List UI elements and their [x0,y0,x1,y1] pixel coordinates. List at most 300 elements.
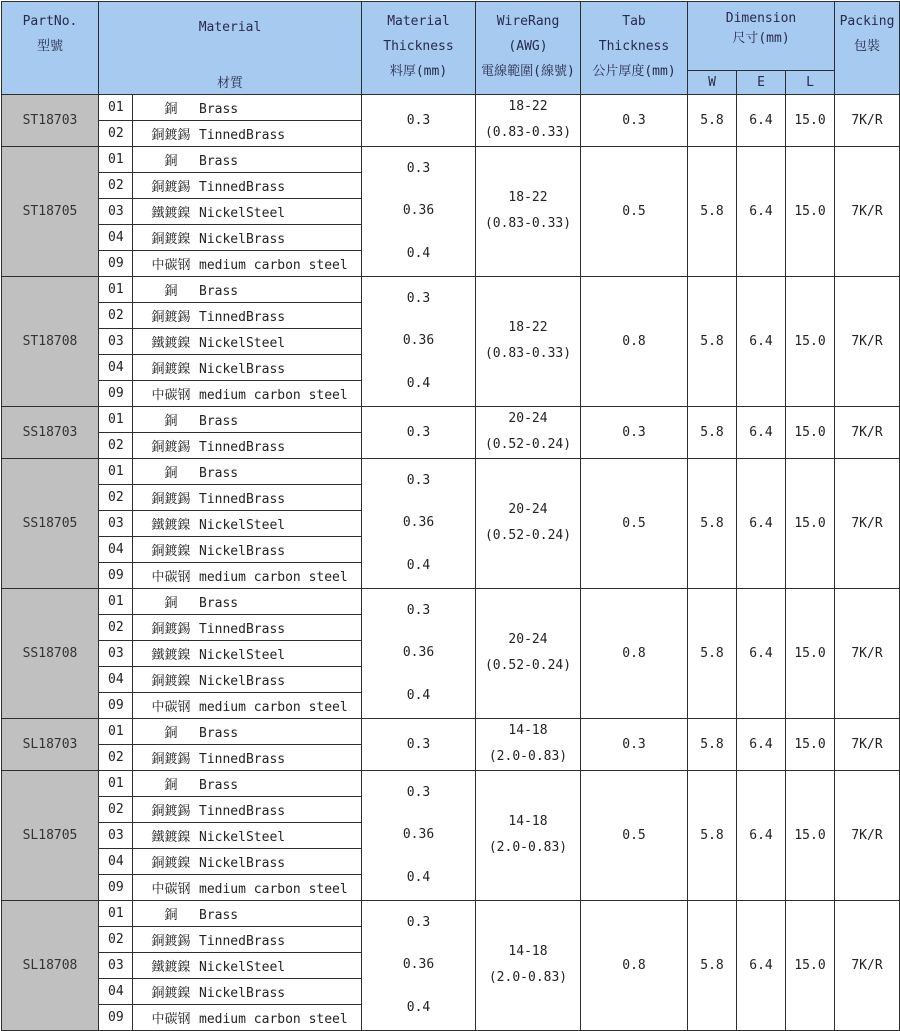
header-dim-e: E [737,70,786,94]
material-name-zh: 銅 [164,777,178,793]
material-name-en: TinnedBrass [199,491,286,507]
part-number-cell: ST18708 [2,276,99,406]
dimension-e-cell: 6.4 [737,718,786,770]
header-packing-en: Packing [839,14,895,29]
material-name [133,874,362,900]
wire-range-stack [476,614,580,692]
material-thickness-cell [362,94,476,146]
wire-range-stack [476,95,580,145]
wire-range-cell [476,900,581,1030]
table-row [2,588,900,614]
material-code: 03 [99,640,133,666]
table-row [2,900,900,926]
material-code: 04 [99,536,133,562]
material-name-en: NickelSteel [199,205,286,221]
material-name-en: TinnedBrass [199,803,286,819]
thickness-stack [362,459,475,587]
material-code: 02 [99,172,133,198]
packing-cell: 7K/R [835,588,900,718]
dimension-w-cell: 5.8 [688,900,737,1030]
thickness-value: 0.36 [402,957,435,973]
material-code: 09 [99,562,133,588]
header-tab-thickness [581,2,688,95]
packing-cell: 7K/R [835,900,900,1030]
material-code: 02 [99,302,133,328]
material-name-en: TinnedBrass [199,621,286,637]
material-code: 02 [99,120,133,146]
thickness-value: 0.36 [402,645,435,661]
dimension-l-cell: 15.0 [786,276,835,406]
material-name [133,224,362,250]
material-code: 02 [99,796,133,822]
material-name-en: Brass [199,283,239,299]
thickness-value: 0.3 [406,160,431,176]
material-name [133,302,362,328]
material-name-zh: 銅鍍錫 [151,309,191,325]
dimension-w-cell: 5.8 [688,718,737,770]
wire-range-cell [476,588,581,718]
thickness-value: 0.4 [406,246,431,262]
material-name-en: NickelBrass [199,361,286,377]
material-code: 02 [99,432,133,458]
material-name-zh: 銅 [164,283,178,299]
packing-cell: 7K/R [835,406,900,458]
material-name-zh: 鐵鍍鎳 [151,829,191,845]
dimension-w-cell: 5.8 [688,406,737,458]
material-thickness-cell [362,718,476,770]
material-code: 01 [99,94,133,120]
material-name [133,978,362,1004]
material-name-en: Brass [199,153,239,169]
material-name-en: medium carbon steel [199,1011,348,1027]
thickness-value: 0.3 [406,736,431,752]
header-part [2,2,99,95]
material-name-zh: 鐵鍍鎳 [151,959,191,975]
material-thickness-cell [362,458,476,588]
dimension-e-cell: 6.4 [737,770,786,900]
material-name-zh: 銅 [164,153,178,169]
thickness-value: 0.36 [402,515,435,531]
material-name-zh: 銅鍍錫 [151,439,191,455]
wire-range-stack [476,172,580,250]
dimension-l-cell: 15.0 [786,588,835,718]
wire-range-stack [476,719,580,769]
tab-thickness-cell: 0.3 [581,94,688,146]
material-code: 04 [99,354,133,380]
material-name-zh: 銅鍍錫 [151,621,191,637]
wire-range-cell [476,276,581,406]
material-code: 09 [99,1004,133,1030]
thickness-value: 0.3 [406,602,431,618]
wire-range-value: (0.52-0.24) [484,528,572,543]
material-name-en: NickelSteel [199,829,286,845]
header-thickness-line2: Thickness [383,39,454,54]
material-thickness-cell [362,276,476,406]
wire-range-value: 20-24 [508,502,548,517]
table-row [2,276,900,302]
material-name [133,848,362,874]
dimension-l-cell: 15.0 [786,146,835,276]
material-code: 03 [99,952,133,978]
thickness-value: 0.3 [406,472,431,488]
header-dim-w: W [688,70,737,94]
material-name [133,692,362,718]
tab-thickness-cell: 0.3 [581,718,688,770]
material-name-zh: 中碳钢 [151,569,191,585]
material-code: 01 [99,406,133,432]
material-name [133,328,362,354]
header-packing-zh: 包裝 [854,39,881,54]
dimension-e-cell: 6.4 [737,406,786,458]
thickness-value: 0.36 [402,827,435,843]
wire-range-stack [476,796,580,874]
wire-range-cell [476,458,581,588]
material-name [133,926,362,952]
material-thickness-cell [362,770,476,900]
material-code: 03 [99,198,133,224]
material-name-en: TinnedBrass [199,439,286,455]
material-thickness-cell [362,406,476,458]
table-row [2,770,900,796]
material-name-zh: 銅鍍鎳 [151,231,191,247]
wire-range-stack [476,484,580,562]
thickness-stack [362,407,475,457]
material-name-zh: 銅鍍錫 [151,179,191,195]
wire-range-stack [476,302,580,380]
thickness-stack [362,95,475,145]
material-name-en: TinnedBrass [199,751,286,767]
material-name-zh: 銅 [164,907,178,923]
material-name-en: NickelBrass [199,231,286,247]
material-name-zh: 銅鍍鎳 [151,361,191,377]
table-row [2,94,900,120]
thickness-value: 0.4 [406,558,431,574]
thickness-stack [362,719,475,769]
material-name-zh: 銅 [164,101,178,117]
material-name-zh: 中碳钢 [151,257,191,273]
material-thickness-cell [362,588,476,718]
material-name-en: TinnedBrass [199,309,286,325]
material-name [133,744,362,770]
wire-range-cell [476,146,581,276]
header-wire-line1: WireRang [496,14,560,29]
tab-thickness-cell: 0.8 [581,588,688,718]
wire-range-value: 18-22 [508,190,548,205]
material-code: 03 [99,328,133,354]
thickness-value: 0.3 [406,112,431,128]
header-packing [835,2,900,95]
material-name-en: NickelBrass [199,543,286,559]
dimension-l-cell: 15.0 [786,94,835,146]
tab-thickness-cell: 0.5 [581,458,688,588]
header-material-en: Material [99,2,362,71]
dimension-l-cell: 15.0 [786,770,835,900]
material-name-zh: 銅 [164,595,178,611]
material-name [133,770,362,796]
material-name-zh: 鐵鍍鎳 [151,205,191,221]
packing-cell: 7K/R [835,146,900,276]
header-tab-line2: Thickness [598,39,670,54]
packing-cell: 7K/R [835,458,900,588]
material-code: 09 [99,874,133,900]
material-name-en: TinnedBrass [199,179,286,195]
wire-range-value: (2.0-0.83) [488,749,568,764]
dimension-w-cell: 5.8 [688,94,737,146]
material-name-zh: 銅鍍鎳 [151,855,191,871]
part-number-cell: SL18708 [2,900,99,1030]
wire-range-value: 14-18 [508,814,548,829]
material-code: 01 [99,770,133,796]
material-name-zh: 銅鍍錫 [151,751,191,767]
material-name-en: Brass [199,595,239,611]
wire-range-value: (0.83-0.33) [484,125,572,140]
material-name [133,666,362,692]
material-name-en: NickelBrass [199,673,286,689]
material-name [133,146,362,172]
material-code: 02 [99,744,133,770]
thickness-stack [362,277,475,405]
material-name-en: NickelSteel [199,517,286,533]
dimension-w-cell: 5.8 [688,276,737,406]
dimension-e-cell: 6.4 [737,900,786,1030]
material-name-en: Brass [199,465,239,481]
material-name-en: Brass [199,777,239,793]
material-name [133,900,362,926]
packing-cell: 7K/R [835,276,900,406]
material-name-en: medium carbon steel [199,881,348,897]
part-number-cell: SL18705 [2,770,99,900]
material-name [133,822,362,848]
part-number-cell: SS18705 [2,458,99,588]
material-name-zh: 銅 [164,413,178,429]
material-name-en: Brass [199,413,239,429]
material-code: 02 [99,926,133,952]
material-name [133,250,362,276]
wire-range-cell [476,94,581,146]
material-code: 09 [99,692,133,718]
thickness-value: 0.3 [406,914,431,930]
material-name [133,94,362,120]
material-name-zh: 鐵鍍鎳 [151,335,191,351]
material-name-en: NickelSteel [199,335,286,351]
material-name [133,354,362,380]
material-name-zh: 銅鍍錫 [151,491,191,507]
part-number-cell: SS18708 [2,588,99,718]
material-name [133,484,362,510]
header-dimension-line2: 尺寸(mm) [732,31,790,46]
wire-range-cell [476,718,581,770]
thickness-value: 0.3 [406,784,431,800]
table-row [2,406,900,432]
header-tab-line1: Tab [622,14,646,29]
thickness-value: 0.36 [402,333,435,349]
material-name [133,796,362,822]
material-name-zh: 鐵鍍鎳 [151,517,191,533]
wire-range-value: (0.83-0.33) [484,216,572,231]
material-code: 01 [99,900,133,926]
tab-thickness-cell: 0.5 [581,770,688,900]
material-name [133,718,362,744]
material-name-en: NickelSteel [199,647,286,663]
tab-thickness-cell: 0.8 [581,900,688,1030]
material-name-zh: 中碳钢 [151,387,191,403]
material-name [133,588,362,614]
material-code: 01 [99,146,133,172]
packing-cell: 7K/R [835,94,900,146]
material-name [133,406,362,432]
header-thickness-line3: 料厚(mm) [389,64,448,79]
dimension-w-cell: 5.8 [688,588,737,718]
header-part-zh: 型號 [36,39,63,54]
wire-range-cell [476,406,581,458]
material-name [133,380,362,406]
thickness-stack [362,771,475,899]
material-code: 01 [99,718,133,744]
header-tab-line3: 公片厚度(mm) [592,64,676,79]
material-code: 04 [99,848,133,874]
thickness-value: 0.3 [406,424,431,440]
material-name-en: Brass [199,725,239,741]
wire-range-value: 14-18 [508,723,548,738]
thickness-value: 0.4 [406,688,431,704]
material-name-zh: 鐵鍍鎳 [151,647,191,663]
spec-body [2,94,900,1030]
header-thickness-line1: Material [387,14,450,29]
material-code: 04 [99,978,133,1004]
material-name [133,536,362,562]
tab-thickness-cell: 0.8 [581,276,688,406]
dimension-l-cell: 15.0 [786,718,835,770]
material-name-en: medium carbon steel [199,569,348,585]
material-code: 01 [99,276,133,302]
dimension-w-cell: 5.8 [688,770,737,900]
material-code: 02 [99,484,133,510]
header-part-en: PartNo. [22,14,78,29]
material-code: 03 [99,510,133,536]
wire-range-stack [476,926,580,1004]
material-name [133,614,362,640]
material-code: 02 [99,614,133,640]
table-row [2,458,900,484]
material-name-zh: 銅鍍錫 [151,933,191,949]
material-code: 04 [99,666,133,692]
header-wire-line2: (AWG) [508,39,548,54]
part-number-cell: ST18703 [2,94,99,146]
dimension-e-cell: 6.4 [737,146,786,276]
material-code: 03 [99,822,133,848]
part-number-cell: SL18703 [2,718,99,770]
dimension-l-cell: 15.0 [786,406,835,458]
material-thickness-cell [362,900,476,1030]
header-dim-l: L [786,70,835,94]
thickness-value: 0.36 [402,203,435,219]
table-row [2,146,900,172]
dimension-w-cell: 5.8 [688,146,737,276]
material-name-en: medium carbon steel [199,699,348,715]
material-name [133,952,362,978]
thickness-value: 0.4 [406,870,431,886]
material-name-zh: 中碳钢 [151,881,191,897]
header-thickness [362,2,476,95]
spec-table [1,1,900,1031]
tab-thickness-cell: 0.3 [581,406,688,458]
material-name-zh: 銅鍍錫 [151,803,191,819]
header-dimension-line1: Dimension [725,11,797,26]
material-name [133,432,362,458]
material-name [133,510,362,536]
material-code: 09 [99,380,133,406]
material-name-zh: 銅鍍錫 [151,127,191,143]
header-wire-range [476,2,581,95]
material-name-en: NickelSteel [199,959,286,975]
material-name [133,562,362,588]
wire-range-value: (0.52-0.24) [484,658,572,673]
material-code: 01 [99,458,133,484]
material-name-zh: 中碳钢 [151,1011,191,1027]
header-material-zh: 材質 [99,70,362,94]
wire-range-value: (2.0-0.83) [488,970,568,985]
header-dimension [688,2,835,71]
wire-range-value: (0.52-0.24) [484,437,572,452]
material-name-en: NickelBrass [199,855,286,871]
packing-cell: 7K/R [835,770,900,900]
part-number-cell: ST18705 [2,146,99,276]
wire-range-value: (2.0-0.83) [488,840,568,855]
thickness-stack [362,901,475,1029]
material-name-en: TinnedBrass [199,933,286,949]
packing-cell: 7K/R [835,718,900,770]
material-code: 01 [99,588,133,614]
wire-range-value: 14-18 [508,944,548,959]
thickness-value: 0.4 [406,376,431,392]
wire-range-value: 20-24 [508,632,548,647]
material-code: 04 [99,224,133,250]
material-name-zh: 中碳钢 [151,699,191,715]
dimension-e-cell: 6.4 [737,458,786,588]
dimension-e-cell: 6.4 [737,588,786,718]
material-name [133,172,362,198]
wire-range-value: 20-24 [508,411,548,426]
wire-range-stack [476,407,580,457]
material-code: 09 [99,250,133,276]
material-name-zh: 銅鍍鎳 [151,985,191,1001]
material-name-en: medium carbon steel [199,257,348,273]
header-wire-line3: 電線範圍(線號) [481,64,575,79]
material-name-en: NickelBrass [199,985,286,1001]
wire-range-value: (0.83-0.33) [484,346,572,361]
material-thickness-cell [362,146,476,276]
dimension-e-cell: 6.4 [737,276,786,406]
material-name [133,640,362,666]
wire-range-cell [476,770,581,900]
thickness-value: 0.3 [406,290,431,306]
material-name-zh: 銅 [164,725,178,741]
material-name [133,276,362,302]
thickness-stack [362,589,475,717]
table-row [2,718,900,744]
dimension-e-cell: 6.4 [737,94,786,146]
material-name-zh: 銅 [164,465,178,481]
wire-range-value: 18-22 [508,99,548,114]
part-number-cell: SS18703 [2,406,99,458]
dimension-l-cell: 15.0 [786,900,835,1030]
thickness-value: 0.4 [406,1000,431,1016]
material-name [133,1004,362,1030]
material-name [133,198,362,224]
dimension-w-cell: 5.8 [688,458,737,588]
material-name-en: medium carbon steel [199,387,348,403]
dimension-l-cell: 15.0 [786,458,835,588]
